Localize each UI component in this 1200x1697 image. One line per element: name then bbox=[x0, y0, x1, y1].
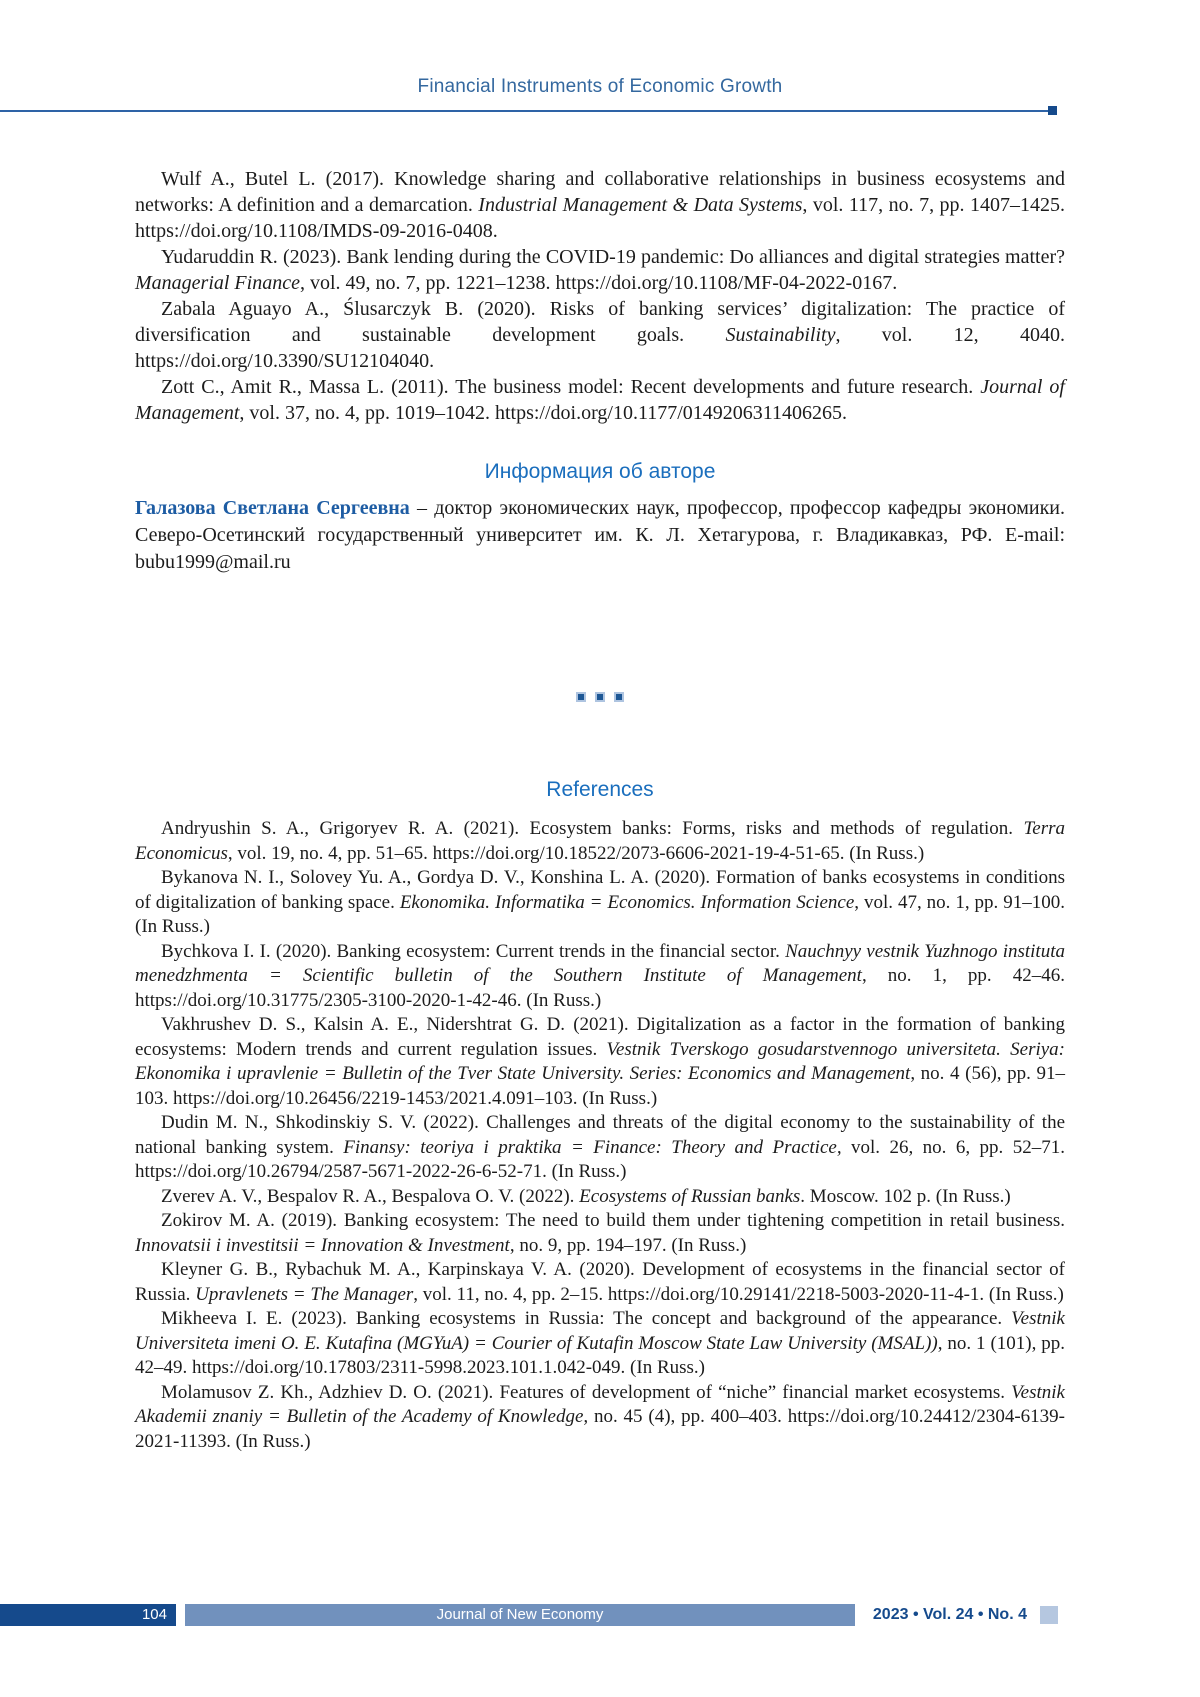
references-latin-section bbox=[135, 166, 1065, 426]
author-name: Галазова Светлана Сергеевна bbox=[135, 497, 410, 519]
reference-source-title: Sustainability bbox=[725, 324, 836, 346]
reference-item bbox=[135, 374, 1065, 426]
header-rule bbox=[0, 110, 1056, 112]
reference-source-title: Managerial Finance bbox=[135, 272, 300, 294]
author-description: – доктор экономических наук, профессор, профессор кафедры экономики. Северо-Осетинский государственный университет им. К. Л. Хетагурова, г. Владикавказ, РФ. E-mail: bubu1999@mail.ru bbox=[135, 497, 1065, 573]
reference-source-title: Finansy: teoriya i praktika = Finance: Theory and Practice, bbox=[343, 1136, 842, 1158]
references-section bbox=[135, 778, 1065, 1454]
reference-item bbox=[135, 1381, 1065, 1455]
reference-item bbox=[135, 244, 1065, 296]
reference-item bbox=[135, 296, 1065, 374]
references-heading: References bbox=[546, 778, 654, 801]
header-rule-endcap bbox=[1048, 106, 1057, 115]
reference-text: Dudin M. N., Shkodinskiy S. V. (2022). Challenges and threats of the digital economy to the sustainability of the national banking system. bbox=[135, 1112, 1065, 1158]
references-list bbox=[135, 817, 1065, 1454]
page-footer bbox=[0, 1604, 1200, 1626]
reference-text: , vol. 19, no. 4, pp. 51–65. https://doi.org/10.18522/2073-6606-2021-19-4-51-65. (In Russ.) bbox=[227, 842, 925, 864]
reference-item bbox=[135, 1013, 1065, 1111]
reference-item bbox=[135, 1258, 1065, 1307]
reference-source-title: Nauchnyy vestnik Yuzhnogo instituta menedzhmenta = Scientific bulletin of the Southern Institute of Management bbox=[135, 940, 1065, 986]
reference-text: Zabala Aguayo A., Ślusarczyk B. (2020). Risks of banking services’ digitalization: The practice of diversification and sustainable development goals. bbox=[135, 298, 1065, 346]
reference-source-title: Ecosystems of Russian banks bbox=[579, 1185, 801, 1207]
reference-source-title: Terra Economicus bbox=[135, 818, 1065, 864]
reference-source-title: Vestnik Universiteta imeni O. E. Kutafina (MGYuA) = Courier of Kutafin Moscow State Law University (MSAL)) bbox=[135, 1308, 1065, 1354]
reference-text: , vol. 11, no. 4, pp. 2–15. https://doi.org/10.29141/2218-5003-2020-11-4-1. (In Russ.) bbox=[413, 1283, 1064, 1305]
reference-item bbox=[135, 866, 1065, 940]
reference-text: Kleyner G. B., Rybachuk M. A., Karpinskaya V. A. (2020). Development of ecosystems in the financial sector of Russia. bbox=[135, 1259, 1065, 1305]
journal-name: Journal of New Economy bbox=[436, 1606, 604, 1623]
reference-item bbox=[135, 817, 1065, 866]
reference-source-title: Journal of Management bbox=[135, 376, 1065, 424]
reference-text: , no. 1, pp. 42–46. https://doi.org/10.31775/2305-3100-2020-1-42-46. (In Russ.) bbox=[135, 965, 1066, 1011]
reference-text: Andryushin S. A., Grigoryev R. A. (2021). Ecosystem banks: Forms, risks and methods of regulation. bbox=[161, 818, 1024, 839]
reference-item bbox=[135, 940, 1065, 1014]
reference-text: , no. 9, pp. 194–197. (In Russ.) bbox=[509, 1234, 747, 1256]
page-number-box bbox=[0, 1604, 176, 1626]
reference-item bbox=[135, 1307, 1065, 1381]
running-head-title: Financial Instruments of Economic Growth bbox=[417, 76, 783, 97]
reference-text: Bykanova N. I., Solovey Yu. A., Gordya D. V., Konshina L. A. (2020). Formation of banks ecosystems in conditions of digitalization of banking space. bbox=[135, 867, 1065, 913]
author-info-paragraph bbox=[135, 495, 1065, 576]
separator-dot bbox=[614, 692, 624, 702]
reference-source-title: Upravlenets = The Manager bbox=[195, 1283, 414, 1305]
reference-text: , vol. 37, no. 4, pp. 1019–1042. https://doi.org/10.1177/0149206311406265. bbox=[239, 402, 848, 424]
separator-dot bbox=[576, 692, 586, 702]
reference-text: . Moscow. 102 p. (In Russ.) bbox=[800, 1185, 1011, 1207]
journal-name-bar bbox=[185, 1604, 855, 1626]
author-info-heading: Информация об авторе bbox=[484, 460, 716, 483]
reference-text: , vol. 47, no. 1, pp. 91–100. (In Russ.) bbox=[135, 891, 1066, 937]
reference-item bbox=[135, 1185, 1065, 1210]
reference-text: vol. 26, no. 6, pp. 52–71. https://doi.org/10.26794/2587-5671-2022-26-6-52-71. (In Russ.) bbox=[135, 1136, 1065, 1182]
reference-source-title: Ekonomika. Informatika = Economics. Information Science bbox=[399, 891, 855, 913]
reference-text: Zokirov M. A. (2019). Banking ecosystem: The need to build them under tightening competition in retail business. bbox=[161, 1210, 1065, 1231]
reference-text: , vol. 49, no. 7, pp. 1221–1238. https://doi.org/10.1108/MF-04-2022-0167. bbox=[299, 272, 898, 294]
reference-text: Zott C., Amit R., Massa L. (2011). The business model: Recent developments and future research. bbox=[161, 376, 981, 398]
reference-text: Yudaruddin R. (2023). Bank lending during the COVID-19 pandemic: Do alliances and digital strategies matter? bbox=[161, 246, 1065, 268]
reference-text: , vol. 12, 4040. https://doi.org/10.3390/SU12104040. bbox=[135, 324, 1066, 372]
reference-text: Vakhrushev D. S., Kalsin A. E., Nidershtrat G. D. (2021). Digitalization as a factor in the formation of banking ecosystems: Modern trends and current regulation issues. bbox=[135, 1014, 1065, 1060]
footer-corner-square bbox=[1040, 1606, 1058, 1624]
reference-text: Zverev A. V., Bespalov R. A., Bespalova O. V. (2022). bbox=[161, 1185, 580, 1207]
page-number: 104 bbox=[141, 1606, 167, 1623]
reference-text: Molamusov Z. Kh., Adzhiev D. O. (2021). Features of development of “niche” financial market ecosystems. bbox=[161, 1381, 1012, 1403]
reference-text: Wulf A., Butel L. (2017). Knowledge sharing and collaborative relationships in business ecosystems and networks: A definition and a demarcation. bbox=[135, 168, 1065, 216]
reference-text: , no. 1 (101), pp. 42–49. https://doi.org/10.17803/2311-5998.2023.101.1.042-049. (In Russ.) bbox=[135, 1332, 1066, 1378]
reference-item bbox=[135, 1111, 1065, 1185]
author-info-section bbox=[135, 460, 1065, 576]
reference-text: Bychkova I. I. (2020). Banking ecosystem: Current trends in the financial sector. bbox=[161, 940, 786, 962]
reference-item bbox=[135, 166, 1065, 244]
reference-text: no. 45 (4), pp. 400–403. https://doi.org/10.24412/2304-6139-2021-11393. (In Russ.) bbox=[135, 1406, 1065, 1452]
reference-text: , no. 4 (56), pp. 91–103. https://doi.org/10.26456/2219-1453/2021.4.091–103. (In Russ.) bbox=[135, 1063, 1066, 1109]
issue-info: 2023 • Vol. 24 • No. 4 bbox=[872, 1606, 1027, 1623]
section-separator-dots bbox=[135, 692, 1065, 702]
separator-dot bbox=[595, 692, 605, 702]
reference-source-title: Vestnik Akademii znaniy = Bulletin of the Academy of Knowledge, bbox=[135, 1381, 1065, 1427]
reference-source-title: Innovatsii i investitsii = Innovation & Investment bbox=[135, 1234, 510, 1256]
reference-source-title: Industrial Management & Data Systems bbox=[478, 194, 803, 216]
reference-item bbox=[135, 1209, 1065, 1258]
reference-text: Mikheeva I. E. (2023). Banking ecosystems in Russia: The concept and background of the appearance. bbox=[161, 1308, 1012, 1329]
reference-source-title: Vestnik Tverskogo gosudarstvennogo universiteta. Seriya: Ekonomika i upravlenie = Bulletin of the Tver State University. Series: Economics and Management bbox=[135, 1038, 1066, 1084]
reference-text: , vol. 117, no. 7, pp. 1407–1425. https://doi.org/10.1108/IMDS-09-2016-0408. bbox=[135, 194, 1066, 242]
